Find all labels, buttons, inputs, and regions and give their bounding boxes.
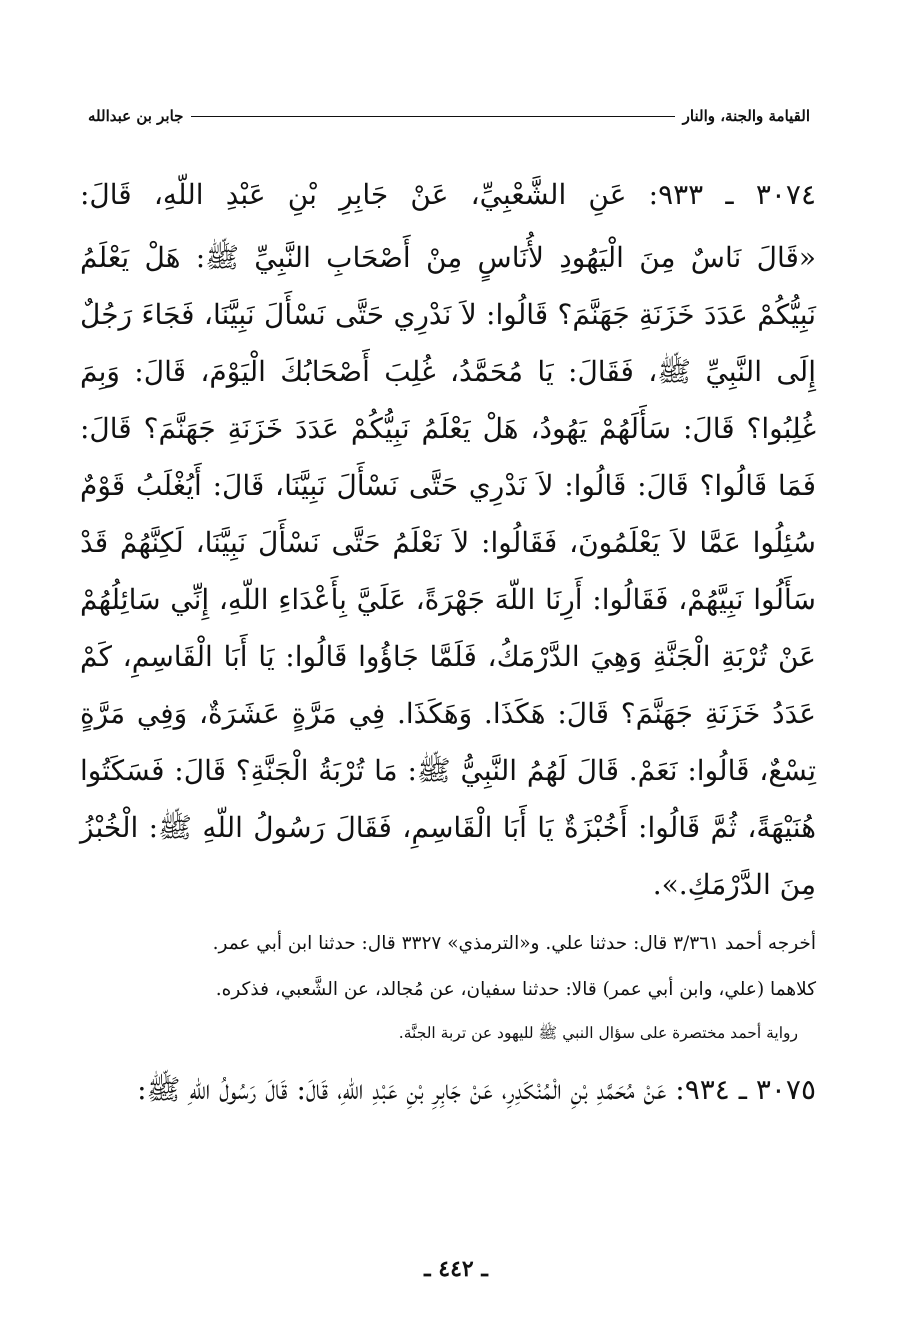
- hadith-3074-heading: ٣٠٧٤ ـ ٩٣٣: عَنِ الشَّعْبِيِّ، عَنْ جَابِرِ بْنِ عَبْدِ اللّهِ، قَالَ:: [80, 178, 816, 211]
- page-number: ـ ٤٤٢ ـ: [424, 1256, 488, 1282]
- hadith-3075-heading: ٣٠٧٥ ـ ٩٣٤: عَنْ مُحَمَّدِ بْنِ الْمُنْكَدِرِ، عَنْ جَابِرِ بْنِ عَبْدِ اللّهِ، قَالَ: قَالَ رَسُولُ اللّهِ ﷺ:: [137, 1073, 816, 1106]
- header-book-title: القيامة والجنة، والنار: [682, 107, 810, 125]
- remark-note: رواية أحمد مختصرة على سؤال النبي ﷺ لليهود عن تربة الجنَّة.: [398, 1024, 798, 1042]
- isnad-note: كلاهما (علي، وابن أبي عمر) قالا: حدثنا سفيان، عن مُجالد، عن الشَّعبي، فذكره.: [215, 979, 816, 1000]
- page-body: [80, 166, 816, 1118]
- running-header: [88, 95, 810, 125]
- header-rule: [191, 116, 674, 117]
- hadith-3074-text: «قَالَ نَاسٌ مِنَ الْيَهُودِ لأُنَاسٍ مِنْ أَصْحَابِ النَّبِيِّ ﷺ: هَلْ يَعْلَمُ نَبِيُّكُمْ عَدَدَ خَزَنَةِ جَهَنَّمَ؟ قَالُوا: لاَ نَدْرِي حَتَّى نَسْأَلَ نَبِيَّنَا، فَجَاءَ رَجُلٌ إِلَى النَّبِيِّ ﷺ، فَقَالَ: يَا مُحَمَّدُ، غُلِبَ أَصْحَابُكَ الْيَوْمَ، قَالَ: وَبِمَ غُلِبُوا؟ قَالَ: سَأَلَهُمْ يَهُودُ، هَلْ يَعْلَمُ نَبِيُّكُمْ عَدَدَ خَزَنَةِ جَهَنَّمَ؟ قَالَ: فَمَا قَالُوا؟ قَالَ: قَالُوا: لاَ نَدْرِي حَتَّى نَسْأَلَ نَبِيَّنَا، قَالَ: أَيُغْلَبُ قَوْمٌ سُئِلُوا عَمَّا لاَ يَعْلَمُونَ، فَقَالُوا: لاَ نَعْلَمُ حَتَّى نَسْأَلَ نَبِيَّنَا، لَكِنَّهُمْ قَدْ سَأَلُوا نَبِيَّهُمْ، فَقَالُوا: أَرِنَا اللّهَ جَهْرَةً، عَلَيَّ بِأَعْدَاءِ اللّهِ، إِنِّي سَائِلُهُمْ عَنْ تُرْبَةِ الْجَنَّةِ وَهِيَ الدَّرْمَكُ، فَلَمَّا جَاؤُوا قَالُوا: يَا أَبَا الْقَاسِمِ، كَمْ عَدَدُ خَزَنَةِ جَهَنَّمَ؟ قَالَ: هَكَذَا. وَهَكَذَا. فِي مَرَّةٍ عَشَرَةٌ، وَفِي مَرَّةٍ تِسْعٌ، قَالُوا: نَعَمْ. قَالَ لَهُمُ النَّبِيُّ ﷺ: مَا تُرْبَةُ الْجَنَّةِ؟ قَالَ: فَسَكَتُوا هُنَيْهَةً، ثُمَّ قَالُوا: أَخُبْزَةٌ يَا أَبَا الْقَاسِمِ، فَقَالَ رَسُولُ اللّهِ ﷺ: الْخُبْزُ مِنَ الدَّرْمَكِ.».: [80, 241, 817, 901]
- header-narrator: جابر بن عبدالله: [88, 107, 184, 125]
- takhrij-note: أخرجه أحمد ٣/٣٦١ قال: حدثنا علي. و«الترمذي» ٣٣٢٧ قال: حدثنا ابن أبي عمر.: [212, 933, 816, 954]
